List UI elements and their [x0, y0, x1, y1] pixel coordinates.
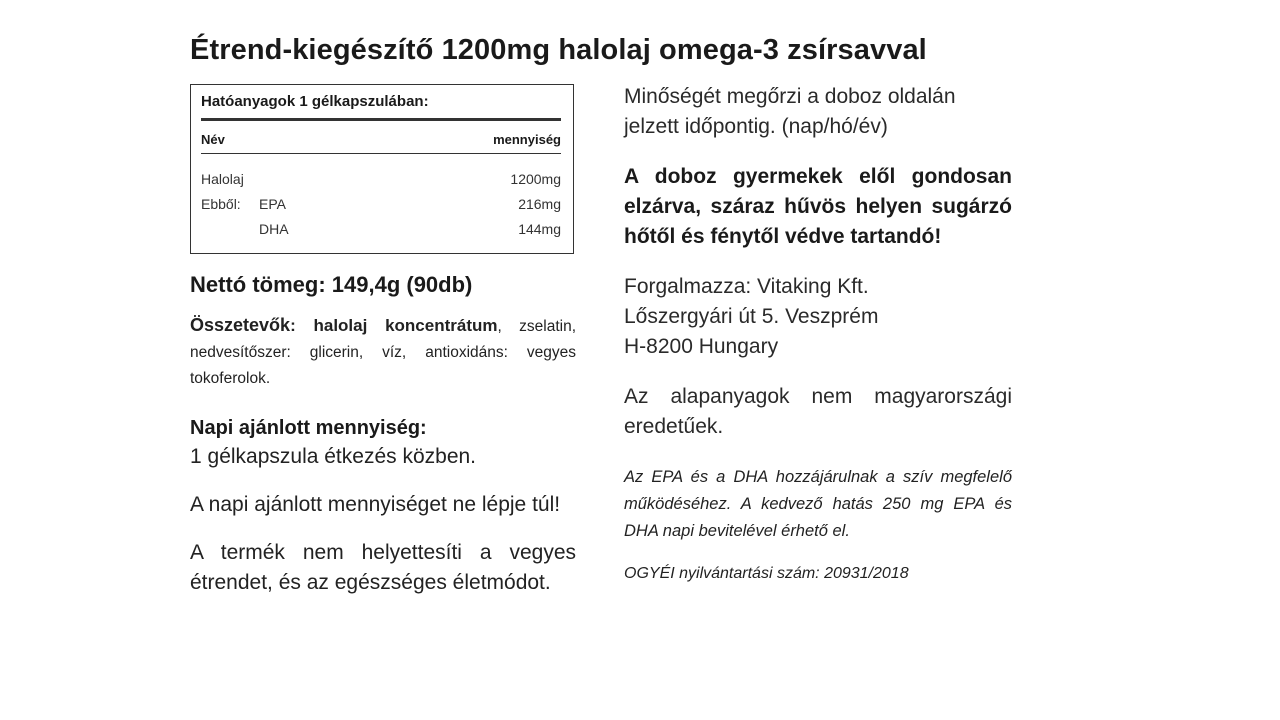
dose-warning: A napi ajánlott mennyiséget ne lépje túl!	[190, 493, 561, 516]
storage-instructions: A doboz gyermekek elől gondosan elzárva, száraz hűvös helyen sugárzó hőtől és fénytől védve tartandó!	[624, 165, 1012, 248]
table-row	[201, 216, 561, 241]
table-row	[201, 191, 561, 216]
distributor-address: Lőszergyári út 5. Veszprém	[624, 305, 879, 328]
right-column	[624, 82, 1012, 583]
row-name: EPA	[259, 195, 286, 212]
row-amount: 144mg	[518, 220, 561, 237]
table-row	[201, 166, 561, 191]
ingredients-rest: , zselatin, nedvesítőszer: glicerin, víz, antioxidáns: vegyes tokoferolok.	[190, 318, 576, 387]
registration-number: OGYÉI nyilvántartási szám: 20931/2018	[624, 565, 909, 582]
row-prefix: Halolaj	[201, 170, 244, 187]
origin-text: Az alapanyagok nem magyarországi eredetűek.	[624, 385, 1012, 438]
distributor-line: Forgalmazza: Vitaking Kft.	[624, 275, 869, 298]
column-name-header: Név	[201, 132, 225, 147]
ingredients-text: Összetevők: halolaj koncentrátum, zselatin, nedvesítőszer: glicerin, víz, antioxidáns: vegyes tokoferolok.	[190, 315, 576, 387]
best-before-text: Minőségét megőrzi a doboz oldalán jelzett időpontig. (nap/hó/év)	[624, 85, 956, 138]
product-title: Étrend-kiegészítő 1200mg halolaj omega-3 zsírsavval	[190, 34, 927, 66]
active-ingredients-table	[190, 84, 574, 254]
net-weight: Nettó tömeg: 149,4g (90db)	[190, 272, 473, 297]
column-amount-header: mennyiség	[493, 132, 561, 147]
ingredients-highlight: halolaj koncentrátum	[313, 316, 498, 335]
table-header-row	[201, 121, 561, 154]
row-amount: 1200mg	[510, 170, 561, 187]
ingredients-label: Összetevők	[190, 315, 291, 335]
diet-warning: A termék nem helyettesíti a vegyes étrendet, és az egészséges életmódot.	[190, 541, 576, 594]
distributor-block	[624, 272, 1012, 362]
row-amount: 216mg	[518, 195, 561, 212]
dosage-label: Napi ajánlott mennyiség:	[190, 417, 427, 439]
row-prefix: Ebből:	[201, 195, 241, 212]
row-name: DHA	[259, 220, 289, 237]
left-column	[190, 84, 576, 598]
table-heading: Hatóanyagok 1 gélkapszulában:	[201, 93, 561, 121]
health-claim: Az EPA és a DHA hozzájárulnak a szív megfelelő működéséhez. A kedvező hatás 250 mg EPA és DHA napi bevitelével érhető el.	[624, 468, 1012, 540]
distributor-country: H-8200 Hungary	[624, 335, 779, 358]
dosage-text: 1 gélkapszula étkezés közben.	[190, 445, 477, 468]
